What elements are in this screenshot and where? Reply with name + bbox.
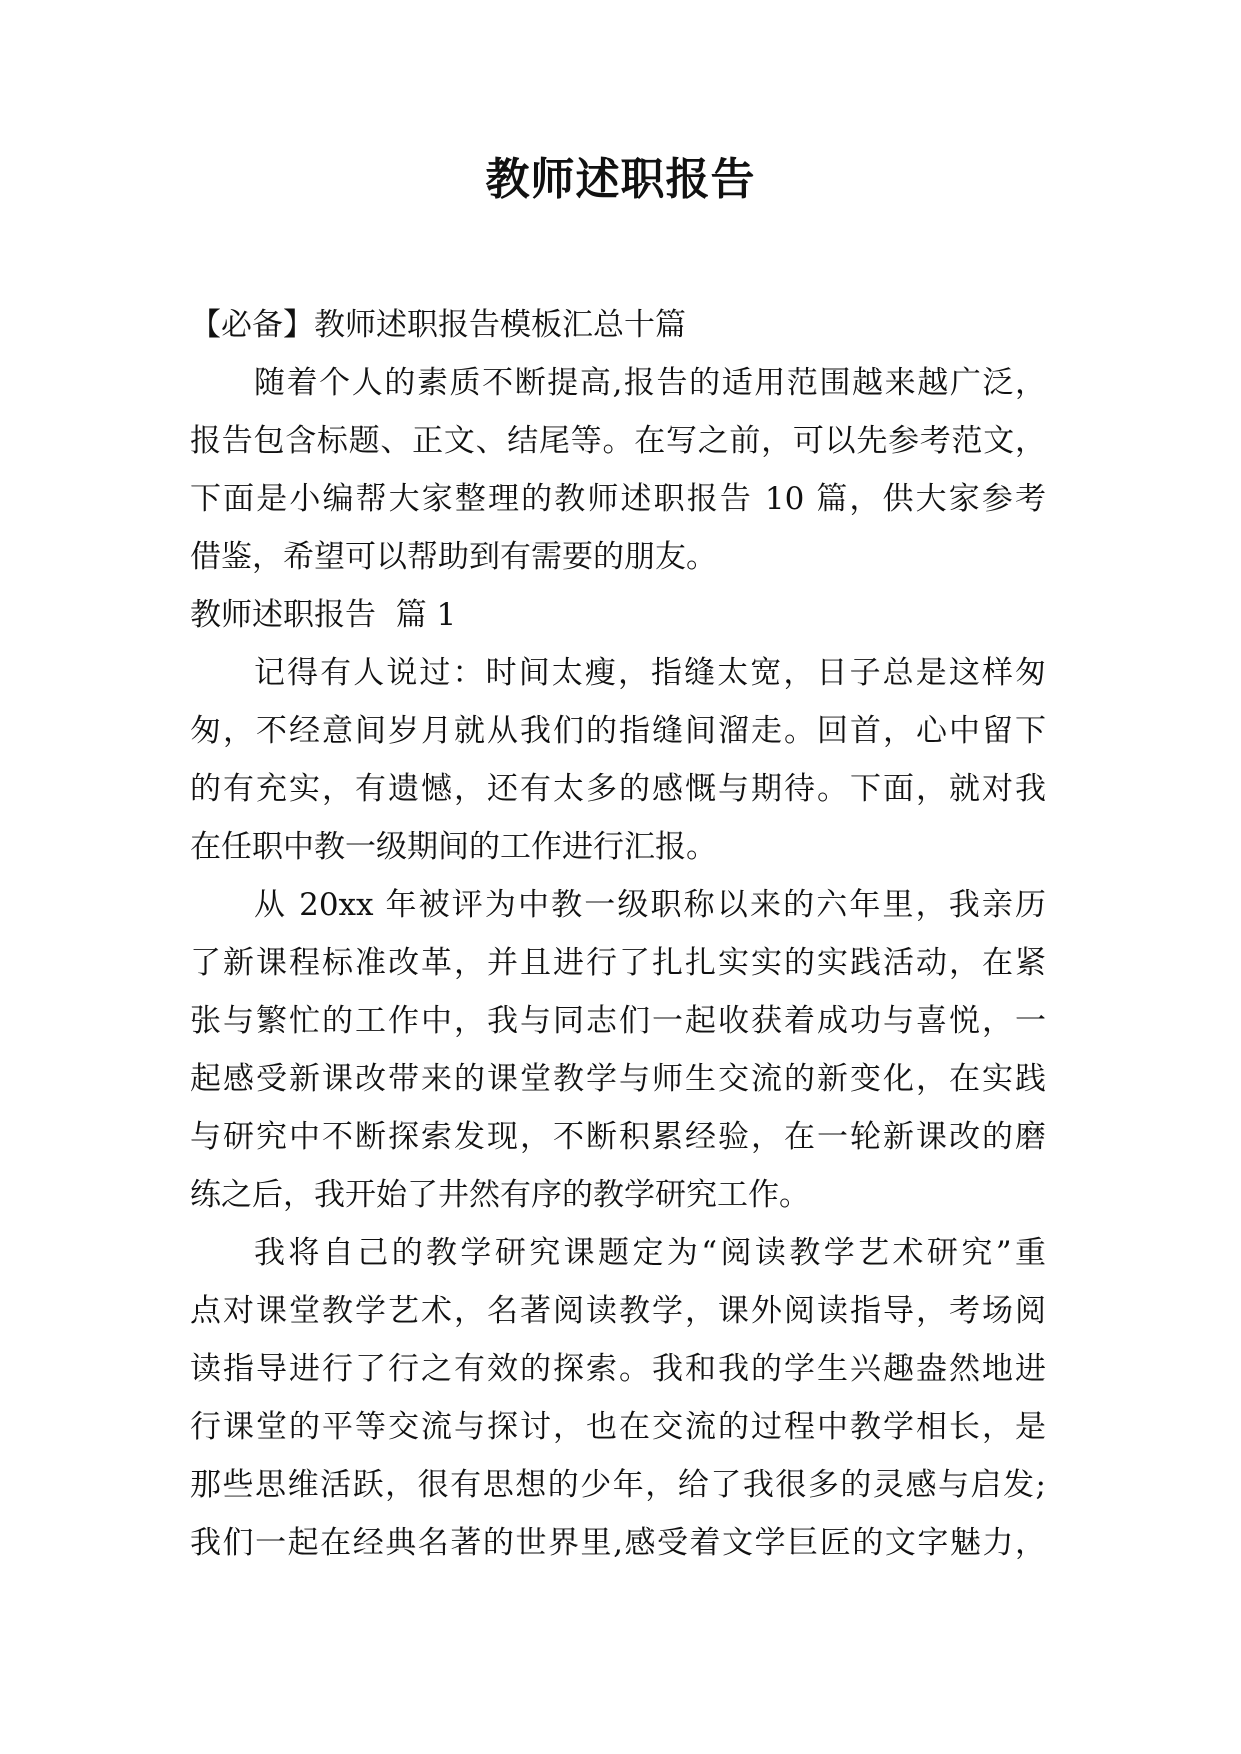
paragraph-line: 那些思维活跃，很有思想的少年，给了我很多的灵感与启发; (190, 1467, 1046, 1503)
paragraph-line: 记得有人说过：时间太瘦，指缝太宽，日子总是这样匆 (254, 655, 1046, 691)
intro-paragraph (190, 354, 1046, 586)
paragraph-line: 随着个人的素质不断提高,报告的适用范围越来越广泛， (254, 365, 1046, 401)
paragraph-line: 报告包含标题、正文、结尾等。在写之前，可以先参考范文， (190, 423, 1046, 459)
paragraph-line: 读指导进行了行之有效的探索。我和我的学生兴趣盎然地进 (190, 1351, 1046, 1387)
paragraph-line: 与研究中不断探索发现，不断积累经验，在一轮新课改的磨 (190, 1119, 1046, 1155)
paragraph-line: 借鉴，希望可以帮助到有需要的朋友。 (190, 539, 717, 575)
body-paragraph-3 (190, 1224, 1046, 1572)
paragraph-line: 在任职中教一级期间的工作进行汇报。 (190, 829, 717, 865)
section-heading: 教师述职报告 篇 1 (190, 597, 457, 633)
paragraph-line: 练之后，我开始了井然有序的教学研究工作。 (190, 1177, 810, 1213)
paragraph-line: 匆，不经意间岁月就从我们的指缝间溜走。回首，心中留下 (190, 713, 1046, 749)
paragraph-line: 行课堂的平等交流与探讨，也在交流的过程中教学相长，是 (190, 1409, 1046, 1445)
document-body (190, 296, 1046, 1572)
body-paragraph-2 (190, 876, 1046, 1224)
paragraph-line: 了新课程标准改革，并且进行了扎扎实实的实践活动，在紧 (190, 945, 1046, 981)
paragraph-line: 我将自己的教学研究课题定为“阅读教学艺术研究”重 (254, 1235, 1046, 1271)
paragraph-line: 下面是小编帮大家整理的教师述职报告 10 篇，供大家参考 (190, 481, 1046, 517)
paragraph-line: 起感受新课改带来的课堂教学与师生交流的新变化，在实践 (190, 1061, 1046, 1097)
paragraph-line: 从 20xx 年被评为中教一级职称以来的六年里，我亲历 (254, 887, 1046, 923)
document-title: 教师述职报告 (485, 154, 756, 205)
paragraph-line: 点对课堂教学艺术，名著阅读教学，课外阅读指导，考场阅 (190, 1293, 1046, 1329)
paragraph-line: 张与繁忙的工作中，我与同志们一起收获着成功与喜悦，一 (190, 1003, 1046, 1039)
paragraph-line: 我们一起在经典名著的世界里,感受着文学巨匠的文字魅力， (190, 1525, 1046, 1561)
paragraph-line: 的有充实，有遗憾，还有太多的感慨与期待。下面，就对我 (190, 771, 1046, 807)
body-paragraph-1 (190, 644, 1046, 876)
document-subtitle: 【必备】教师述职报告模板汇总十篇 (190, 307, 686, 343)
